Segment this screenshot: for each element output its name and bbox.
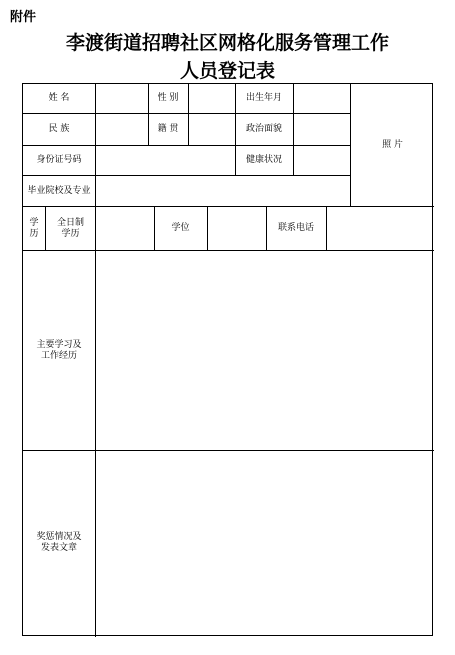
gender-field[interactable] xyxy=(189,84,235,113)
fulltime-education-field[interactable] xyxy=(96,207,154,250)
native-place-field[interactable] xyxy=(189,114,235,145)
native-place-label: 籍 贯 xyxy=(157,124,179,134)
birth-label: 出生年月 xyxy=(245,93,282,103)
photo-label: 照 片 xyxy=(382,139,403,150)
name-field[interactable] xyxy=(96,84,148,113)
awards-label: 奖惩情况及发表文章 xyxy=(36,532,82,553)
experience-field[interactable] xyxy=(96,251,434,450)
health-field[interactable] xyxy=(294,146,350,175)
education-label: 学历 xyxy=(29,217,39,239)
awards-field[interactable] xyxy=(96,451,434,635)
id-number-field[interactable] xyxy=(96,146,235,175)
birth-field[interactable] xyxy=(294,84,350,113)
experience-label: 主要学习及工作经历 xyxy=(36,339,82,361)
political-status-field[interactable] xyxy=(294,114,350,145)
fulltime-education-label: 全日制学历 xyxy=(56,217,84,239)
id-number-label: 身份证号码 xyxy=(36,155,82,165)
ethnicity-label: 民 族 xyxy=(48,124,70,134)
gender-label: 性 别 xyxy=(157,93,179,103)
attachment-label: 附件 xyxy=(10,10,37,25)
degree-field[interactable] xyxy=(208,207,266,250)
phone-field[interactable] xyxy=(327,207,434,250)
political-status-label: 政治面貌 xyxy=(245,124,282,134)
degree-label: 学位 xyxy=(171,223,190,233)
form-title-line1: 李渡街道招聘社区网格化服务管理工作 xyxy=(65,32,389,54)
health-label: 健康状况 xyxy=(245,155,282,165)
ethnicity-field[interactable] xyxy=(96,114,148,145)
phone-label: 联系电话 xyxy=(277,223,314,233)
form-title-line2: 人员登记表 xyxy=(179,60,275,82)
name-label: 姓 名 xyxy=(48,93,70,103)
school-major-field[interactable] xyxy=(96,176,350,206)
registration-form-table xyxy=(22,83,433,636)
school-major-label: 毕业院校及专业 xyxy=(27,185,91,196)
